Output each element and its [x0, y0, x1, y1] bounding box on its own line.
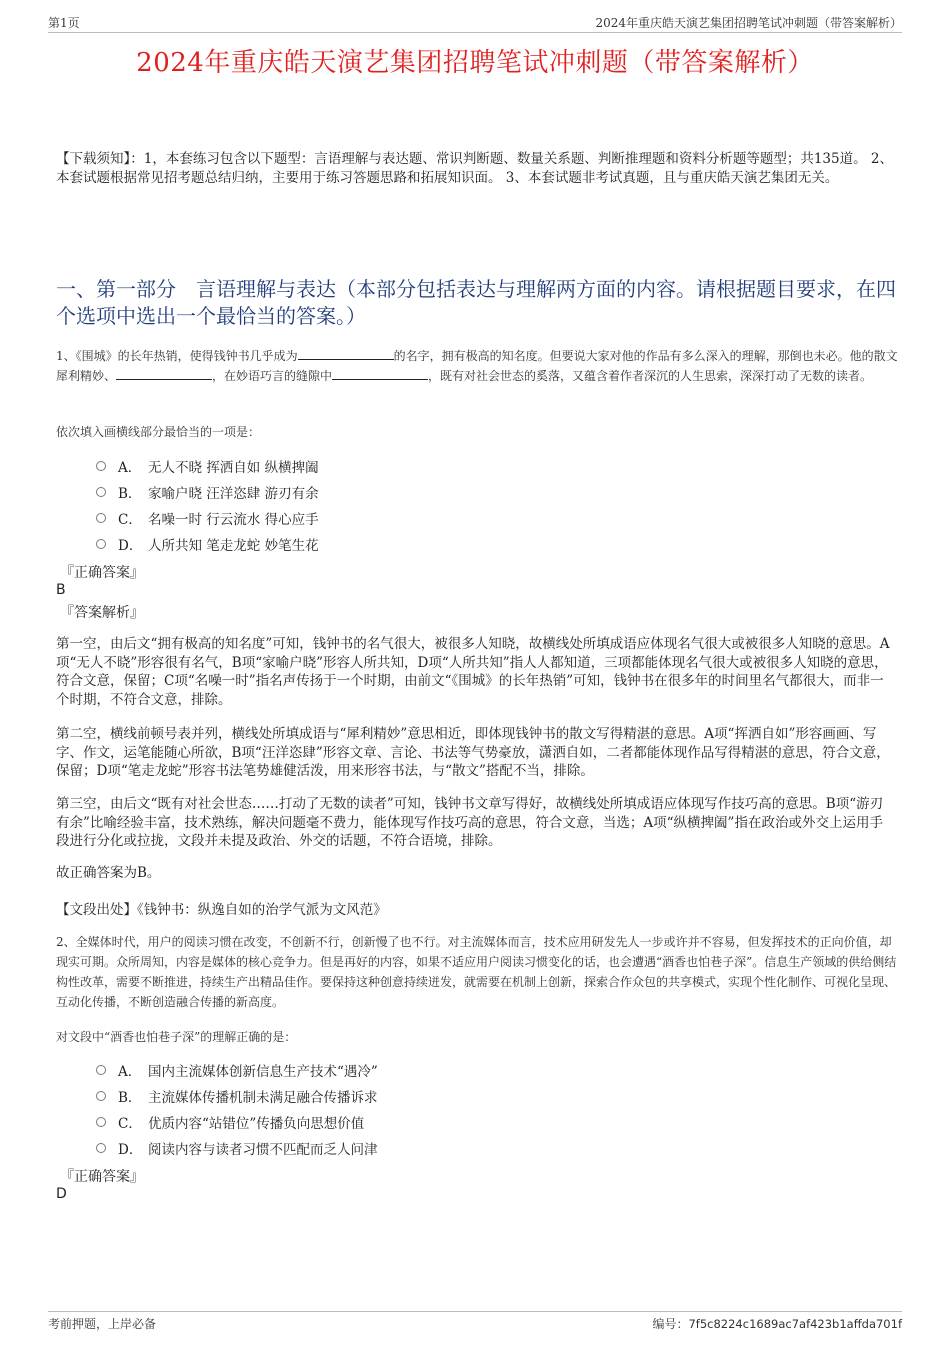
question-2-options — [96, 1057, 378, 1161]
document-code: 编号：7f5c8224c1689ac7af423b1affda701f — [652, 1317, 902, 1331]
footer-slogan: 考前押题，上岸必备 — [48, 1317, 157, 1331]
question-2-text: 2、全媒体时代，用户的阅读习惯在改变，不创新不行，创新慢了也不行。对主流媒体而言，技术应用研发先人一步或许并不容易，但发挥技术的正向价值，却现实可期。众所周知，内容是媒体的核心竞争力。但是再好的内容，如果不适应用户阅读习惯变化的话，也会遭遇“酒香也怕巷子深”。信息生产领域的供给侧结构性改革，需要不断推进，持续生产出精品佳作。要保持这种创意持续迸发，就需要在机制上创新，探索合作众包的共享模式，实现个性化制作、可视化呈现、互动化传播，不断创造融合传播的新高度。 — [56, 935, 897, 1009]
passage-source: 【文段出处】《钱钟书：纵逸自如的治学气派为文风范》 — [56, 902, 387, 918]
radio-icon[interactable] — [96, 461, 106, 471]
option-b[interactable]: B． 家喻户晓 汪洋恣肆 游刃有余 — [96, 479, 319, 505]
question-1-options — [96, 453, 319, 557]
answer-label: 『正确答案』 — [60, 1169, 144, 1185]
option-d[interactable]: D． 阅读内容与读者习惯不匹配而乏人问津 — [96, 1135, 378, 1161]
radio-icon[interactable] — [96, 513, 106, 523]
fill-blank — [332, 367, 428, 380]
radio-icon[interactable] — [96, 539, 106, 549]
page-header — [48, 12, 902, 33]
answer-label: 『正确答案』 — [60, 565, 144, 581]
section-title: 一、第一部分 言语理解与表达（本部分包括表达与理解两方面的内容。请根据题目要求，在四个选项中选出一个最恰当的答案。） — [56, 277, 896, 328]
radio-icon[interactable] — [96, 1065, 106, 1075]
page-number: 第1页 — [48, 16, 80, 30]
analysis-label: 『答案解析』 — [60, 605, 144, 621]
radio-icon[interactable] — [96, 487, 106, 497]
option-c[interactable]: C． 优质内容“站错位”传播负向思想价值 — [96, 1109, 378, 1135]
question-2-prompt: 对文段中“酒香也怕巷子深”的理解正确的是： — [56, 1030, 297, 1044]
download-notice: 【下载须知】：1，本套练习包含以下题型：言语理解与表达题、常识判断题、数量关系题、判断推理题和资料分析题等题型；共135道。 2、本套试题根据常见招考题总结归纳，主要用于练习答题思路和拓展知识面。 3、本套试题非考试真题，且与重庆皓天演艺集团无关。 — [56, 151, 893, 186]
correct-answer: D — [56, 1186, 67, 1202]
analysis-paragraph-3: 第三空，由后文“既有对社会世态……打动了无数的读者”可知，钱钟书文章写得好，故横线处所填成语应体现写作技巧高的意思。B项“游刃有余”比喻经验丰富，技术熟练，解决问题毫不费力，能体现写作技巧高的意思，符合文意，当选；A项“纵横捭阖”指在政治或外交上运用手段进行分化或拉拢，文段并未提及政治、外交的话题，不符合语境，排除。 — [56, 796, 884, 849]
option-a[interactable]: A． 国内主流媒体创新信息生产技术“遇冷” — [96, 1057, 378, 1083]
option-a[interactable]: A． 无人不晓 挥洒自如 纵横捭阖 — [96, 453, 319, 479]
radio-icon[interactable] — [96, 1143, 106, 1153]
correct-answer: B — [56, 582, 66, 598]
analysis-paragraph-2: 第二空，横线前顿号表并列，横线处所填成语与“犀利精妙”意思相近，即体现钱钟书的散文写得精湛的意思。A项“挥洒自如”形容画画、写字、作文，运笔能随心所欲，B项“汪洋恣肆”形容文章、言论、书法等气势豪放，潇洒自如，二者都能体现作品写得精湛的意思，符合文意，保留；D项“笔走龙蛇”形容书法笔势雄健活泼，用来形容书法，与“散文”搭配不当，排除。 — [56, 726, 890, 779]
option-b[interactable]: B． 主流媒体传播机制未满足融合传播诉求 — [96, 1083, 378, 1109]
fill-blank — [116, 367, 212, 380]
option-d[interactable]: D． 人所共知 笔走龙蛇 妙笔生花 — [96, 531, 319, 557]
page-footer — [48, 1311, 902, 1331]
page-title: 2024年重庆皓天演艺集团招聘笔试冲刺题（带答案解析） — [136, 48, 814, 78]
question-1-text: 1、《围城》的长年热销，使得钱钟书几乎成为 的名字，拥有极高的知名度。但要说大家对他的作品有多么深入的理解，那倒也未必。他的散文犀利精妙、 ，在妙语巧言的缝隙中 ，既有对社会世态的奚落，又蕴含着作者深沉的人生思索，深深打动了无数的读者。 — [56, 349, 898, 383]
option-c[interactable]: C． 名噪一时 行云流水 得心应手 — [96, 505, 319, 531]
header-doc-title: 2024年重庆皓天演艺集团招聘笔试冲刺题（带答案解析） — [595, 16, 902, 30]
radio-icon[interactable] — [96, 1091, 106, 1101]
radio-icon[interactable] — [96, 1117, 106, 1127]
question-1-prompt: 依次填入画横线部分最恰当的一项是： — [56, 425, 261, 439]
analysis-paragraph-1: 第一空，由后文“拥有极高的知名度”可知，钱钟书的名气很大，被很多人知晓，故横线处所填成语应体现名气很大或被很多人知晓的意思。A项“无人不晓”形容很有名气，B项“家喻户晓”形容人所共知，D项“人所共知”指人人都知道，三项都能体现名气很大或被很多人知晓的意思，符合文意，保留；C项“名噪一时”指名声传扬于一个时期，由前文“《围城》的长年热销”可知，钱钟书在很多年的时间里名气都很大，而非一个时期，不符合文意，排除。 — [56, 636, 890, 708]
fill-blank — [298, 347, 394, 360]
analysis-conclusion: 故正确答案为B。 — [56, 865, 161, 881]
